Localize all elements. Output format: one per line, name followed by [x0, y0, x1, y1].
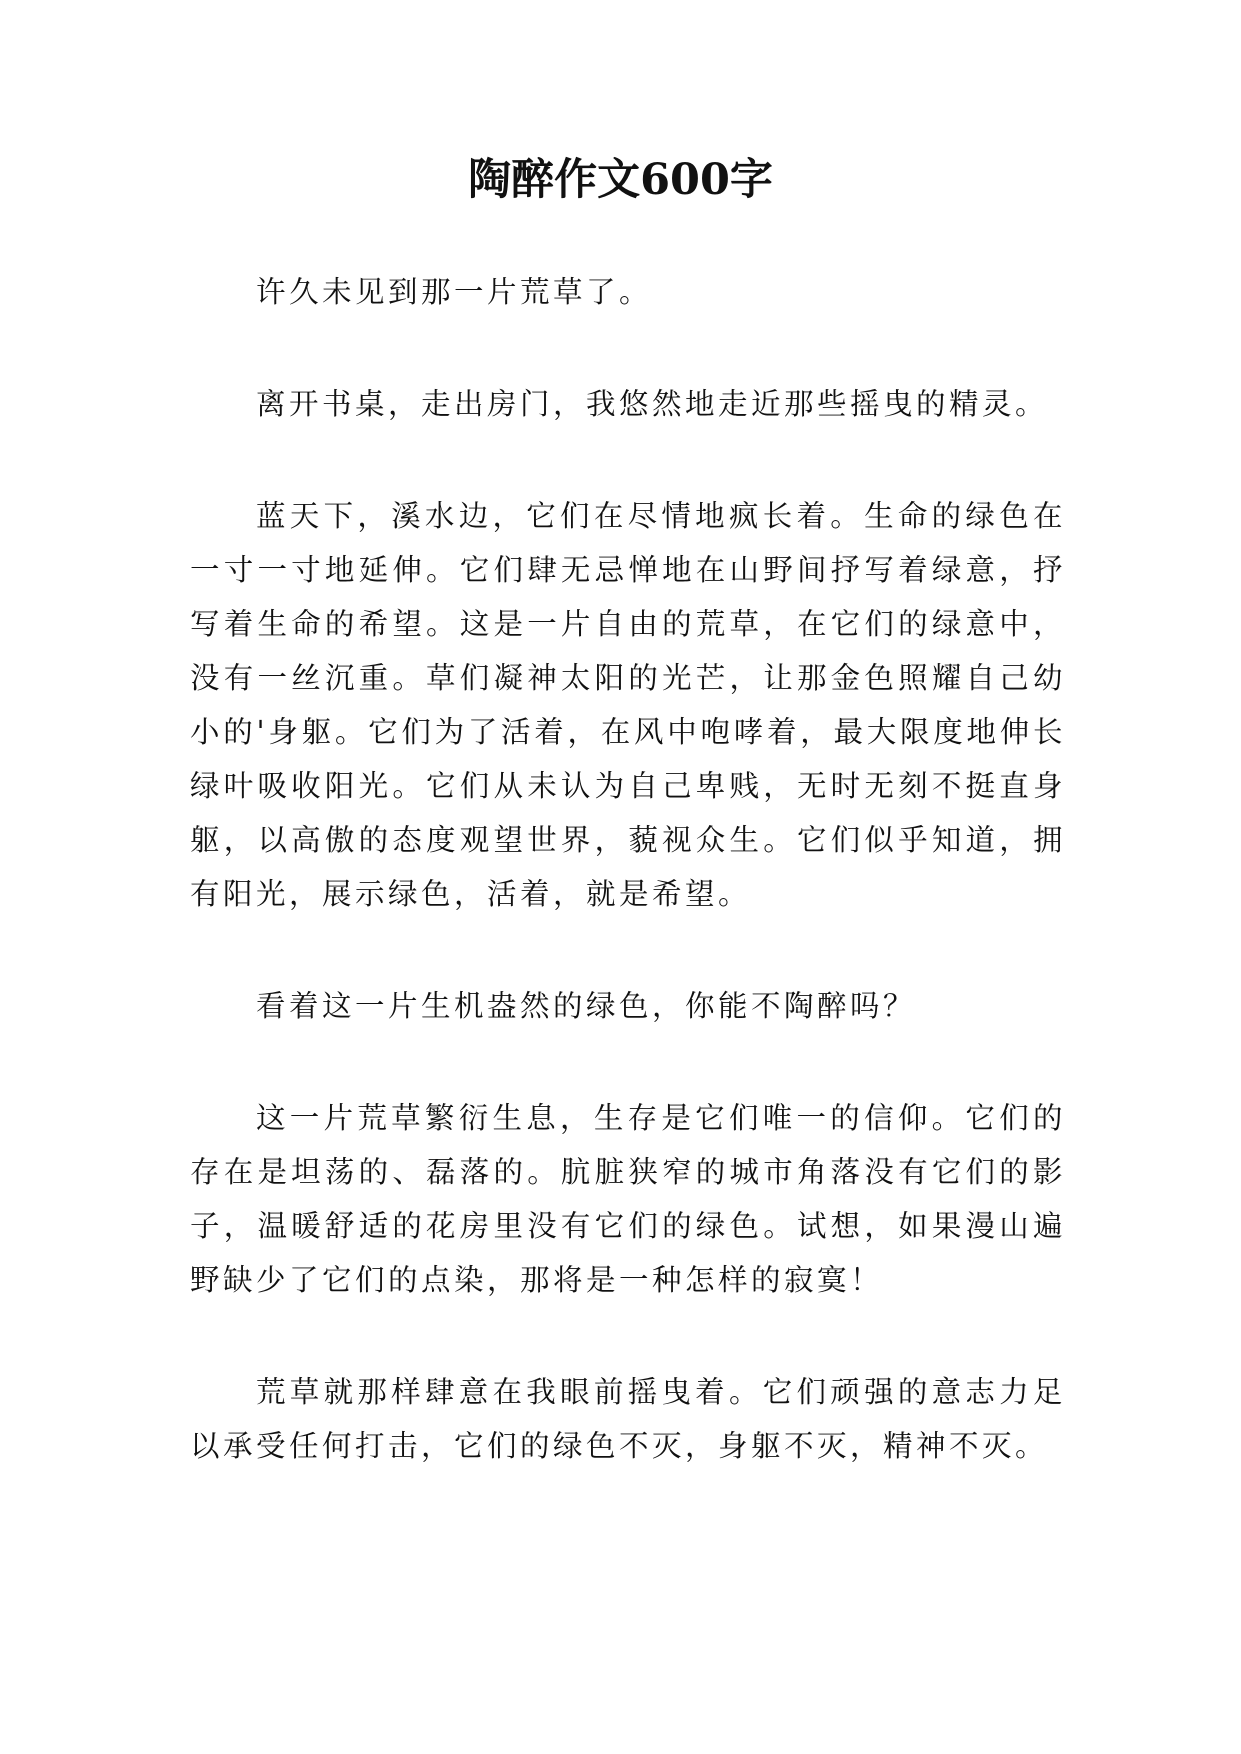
paragraph-3: 蓝天下，溪水边，它们在尽情地疯长着。生命的绿色在一寸一寸地延伸。它们肆无忌惮地在山野间抒写着绿意，抒写着生命的希望。这是一片自由的荒草，在它们的绿意中，没有一丝沉重。草们凝神太阳的光芒，让那金色照耀自己幼小的'身躯。它们为了活着，在风中咆哮着，最大限度地伸长绿叶吸收阳光。它们从未认为自己卑贱，无时无刻不挺直身躯，以高傲的态度观望世界，藐视众生。它们似乎知道，拥有阳光，展示绿色，活着，就是希望。 [190, 499, 1066, 911]
document-title: 陶醉作文600字 [468, 155, 773, 205]
paragraph-6: 荒草就那样肆意在我眼前摇曳着。它们顽强的意志力足以承受任何打击，它们的绿色不灭，身躯不灭，精神不灭。 [190, 1375, 1066, 1463]
paragraph-1: 许久未见到那一片荒草了。 [256, 275, 653, 309]
paragraph-2: 离开书桌，走出房门，我悠然地走近那些摇曳的精灵。 [256, 387, 1049, 421]
document-body [190, 265, 1066, 1473]
paragraph-4: 看着这一片生机盎然的绿色，你能不陶醉吗？ [256, 989, 917, 1023]
paragraph-5: 这一片荒草繁衍生息，生存是它们唯一的信仰。它们的存在是坦荡的、磊落的。肮脏狭窄的城市角落没有它们的影子，温暖舒适的花房里没有它们的绿色。试想，如果漫山遍野缺少了它们的点染，那将是一种怎样的寂寞！ [190, 1101, 1066, 1297]
